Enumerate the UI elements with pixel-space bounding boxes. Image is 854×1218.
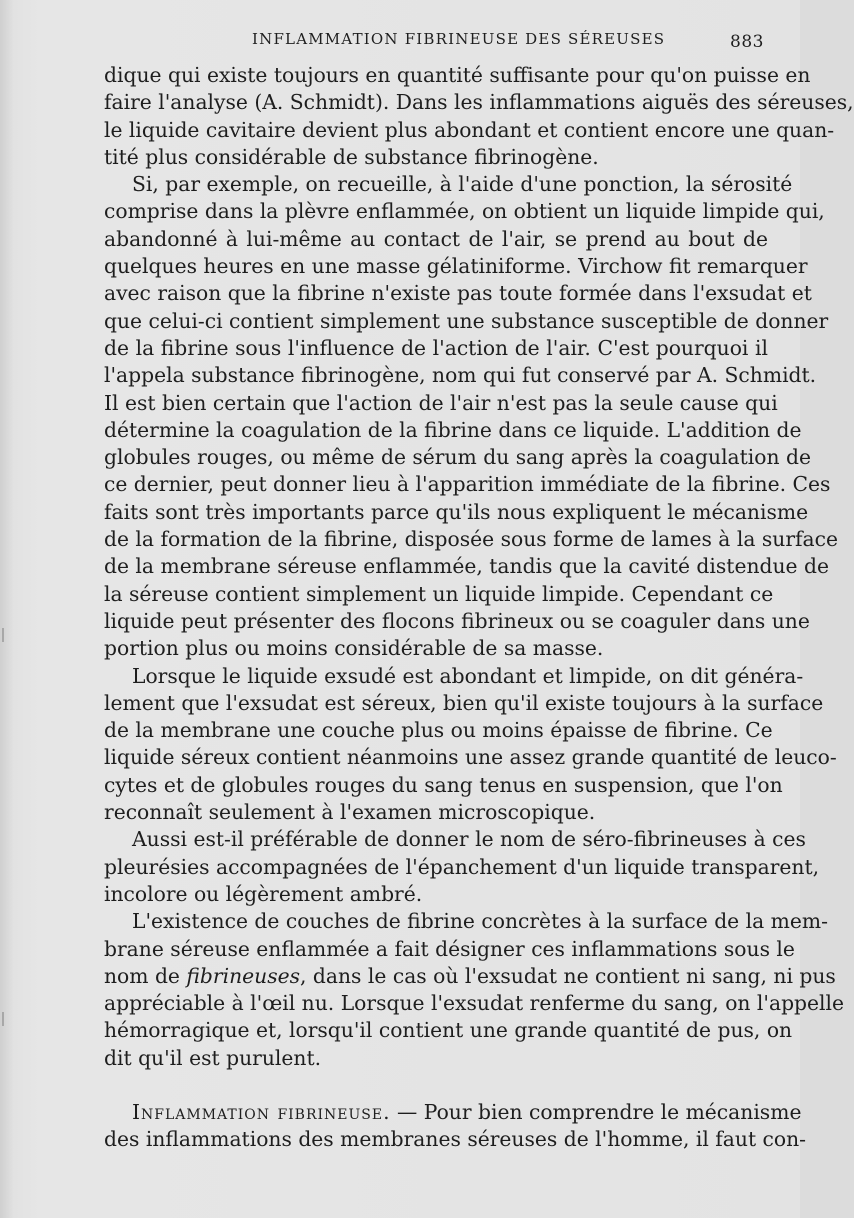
text-line: ce dernier, peut donner lieu à l'apparition immédiate de la fibrine. Ces	[104, 472, 831, 497]
text-line: tité plus considérable de substance fibrinogène.	[104, 144, 599, 169]
page-number: 883	[730, 32, 764, 52]
page-header	[100, 30, 770, 58]
text-line: détermine la coagulation de la fibrine dans ce liquide. L'addition de	[104, 417, 802, 442]
text-line: de la formation de la fibrine, disposée sous forme de lames à la surface	[104, 527, 838, 552]
text-line: avec raison que la fibrine n'existe pas toute formée dans l'exsudat et	[104, 281, 812, 306]
text-fragment: nom de	[104, 963, 187, 988]
text-fragment: , dans le cas où l'exsudat ne contient ni sang, ni pus	[300, 963, 836, 988]
text-line: portion plus ou moins considérable de sa masse.	[104, 636, 604, 661]
text-line: brane séreuse enflammée a fait désigner ces inflammations sous le	[104, 936, 795, 961]
text-line: Il est bien certain que l'action de l'air n'est pas la seule cause qui	[104, 390, 778, 415]
text-line: cytes et de globules rouges du sang tenus en suspension, que l'on	[104, 772, 783, 797]
running-head: INFLAMMATION FIBRINEUSE DES SÉREUSES	[252, 30, 666, 48]
text-line: lement que l'exsudat est séreux, bien qu'il existe toujours à la surface	[104, 690, 824, 715]
text-line: que celui-ci contient simplement une substance susceptible de donner	[104, 308, 829, 333]
text-line: de la membrane séreuse enflammée, tandis que la cavité distendue de	[104, 554, 829, 579]
text-line: reconnaît seulement à l'examen microscopique.	[104, 800, 596, 825]
text-line: hémorragique et, lorsqu'il contient une grande quantité de pus, on	[104, 1018, 793, 1043]
text-line: Aussi est-il préférable de donner le nom de séro-fibrineuses à ces	[132, 827, 806, 852]
text-line: Lorsque le liquide exsudé est abondant et limpide, on dit généra-	[132, 663, 804, 688]
text-line: faits sont très importants parce qu'ils nous expliquent le mécanisme	[104, 499, 809, 524]
text-line: l'appela substance fibrinogène, nom qui fut conservé par A. Schmidt.	[104, 363, 817, 388]
text-line: incolore ou légèrement ambré.	[104, 881, 423, 906]
binding-mark	[2, 1012, 10, 1026]
text-line: appréciable à l'œil nu. Lorsque l'exsudat renferme du sang, on l'appelle	[104, 991, 845, 1016]
text-line: Si, par exemple, on recueille, à l'aide d'une ponction, la sérosité	[132, 172, 793, 197]
text-line: des inflammations des membranes séreuses de l'homme, il faut con-	[104, 1127, 807, 1152]
text-line: de la membrane une couche plus ou moins épaisse de fibrine. Ce	[104, 718, 773, 743]
text-line: faire l'analyse (A. Schmidt). Dans les inflammations aiguës des séreuses,	[104, 90, 854, 115]
binding-mark	[2, 628, 10, 642]
text-line: le liquide cavitaire devient plus abondant et contient encore une quan-	[104, 117, 835, 142]
text-line: globules rouges, ou même de sérum du sang après la coagulation de	[104, 445, 811, 470]
text-line: liquide séreux contient néanmoins une assez grande quantité de leuco-	[104, 745, 837, 770]
section-heading: Inflammation fibrineuse.	[132, 1099, 391, 1124]
body-text	[104, 62, 854, 1154]
section-first-line	[104, 1099, 802, 1126]
text-line: la séreuse contient simplement un liquide limpide. Cependant ce	[104, 581, 774, 606]
text-line: de la fibrine sous l'influence de l'action de l'air. C'est pourquoi il	[104, 335, 768, 360]
italic-term: fibrineuses	[186, 963, 301, 988]
text-line: liquide peut présenter des flocons fibrineux ou se coaguler dans une	[104, 608, 810, 633]
text-fragment: — Pour bien comprendre le mécanisme	[390, 1099, 802, 1124]
text-line: abandonné à lui-même au contact de l'air, se prend au bout de	[104, 226, 768, 251]
text-line: dique qui existe toujours en quantité suffisante pour qu'on puisse en	[104, 63, 811, 87]
text-line: dit qu'il est purulent.	[104, 1045, 322, 1070]
text-line: quelques heures en une masse gélatiniforme. Virchow fit remarquer	[104, 254, 808, 279]
text-line: pleurésies accompagnées de l'épanchement d'un liquide transparent,	[104, 854, 820, 879]
text-line: L'existence de couches de fibrine concrètes à la surface de la mem-	[132, 909, 828, 934]
text-line-fibrineuses	[104, 963, 836, 990]
text-line: comprise dans la plèvre enflammée, on obtient un liquide limpide qui,	[104, 199, 825, 224]
